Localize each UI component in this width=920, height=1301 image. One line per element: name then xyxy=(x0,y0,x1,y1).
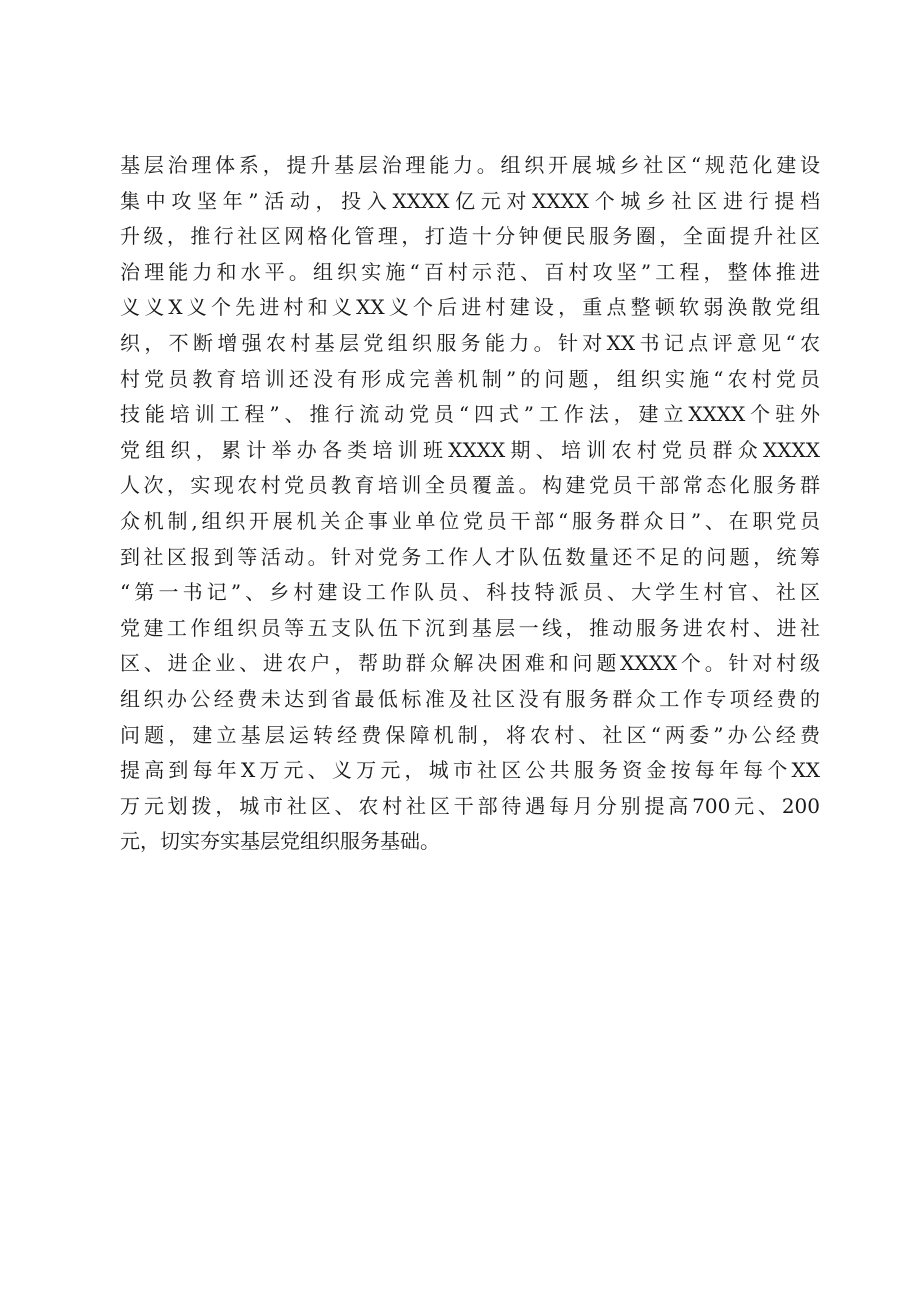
paragraph-line-16: 组织办公经费未达到省最低标准及社区没有服务群众工作专项经费的 xyxy=(120,686,820,711)
paragraph-line-6: 织，不断增强农村基层党组织服务能力。针对XX书记点评意见“农 xyxy=(120,330,820,355)
paragraph-line-2: 集中攻坚年”活动，投入XXXX亿元对XXXX个城乡社区进行提档 xyxy=(120,188,820,213)
paragraph-line-10: 人次，实现农村党员教育培训全员覆盖。构建党员干部常态化服务群 xyxy=(120,473,820,498)
body-paragraph xyxy=(120,148,820,860)
paragraph-line-5: 义义X义个先进村和义XX义个后进村建设，重点整顿软弱涣散党组 xyxy=(120,295,820,320)
paragraph-line-13: “第一书记”、乡村建设工作队员、科技特派员、大学生村官、社区 xyxy=(120,580,820,605)
paragraph-line-3: 升级，推行社区网格化管理，打造十分钟便民服务圈，全面提升社区 xyxy=(120,224,820,249)
paragraph-line-15: 区、进企业、进农户，帮助群众解决困难和问题XXXX个。针对村级 xyxy=(120,651,820,676)
paragraph-line-14: 党建工作组织员等五支队伍下沉到基层一线，推动服务进农村、进社 xyxy=(120,615,820,640)
paragraph-line-7: 村党员教育培训还没有形成完善机制”的问题，组织实施“农村党员 xyxy=(120,366,820,391)
paragraph-line-12: 到社区报到等活动。针对党务工作人才队伍数量还不足的问题，统筹 xyxy=(120,544,820,569)
paragraph-line-11: 众机制,组织开展机关企事业单位党员干部“服务群众日”、在职党员 xyxy=(120,508,820,533)
paragraph-line-1: 基层治理体系，提升基层治理能力。组织开展城乡社区“规范化建设 xyxy=(120,153,820,177)
paragraph-line-9: 党组织，累计举办各类培训班XXXX期、培训农村党员群众XXXX xyxy=(120,437,820,462)
paragraph-line-4: 治理能力和水平。组织实施“百村示范、百村攻坚”工程，整体推进 xyxy=(120,259,820,284)
paragraph-line-18: 提高到每年X万元、义万元，城市社区公共服务资金按每年每个XX xyxy=(120,758,820,783)
paragraph-line-17: 问题，建立基层运转经费保障机制，将农村、社区“两委”办公经费 xyxy=(120,722,820,747)
paragraph-line-8: 技能培训工程”、推行流动党员“四式”工作法，建立XXXX个驻外 xyxy=(120,402,820,427)
paragraph-line-19: 万元划拨，城市社区、农村社区干部待遇每月分别提高700元、200 xyxy=(120,793,820,818)
paragraph-line-20: 元，切实夯实基层党组织服务基础。 xyxy=(120,829,440,854)
